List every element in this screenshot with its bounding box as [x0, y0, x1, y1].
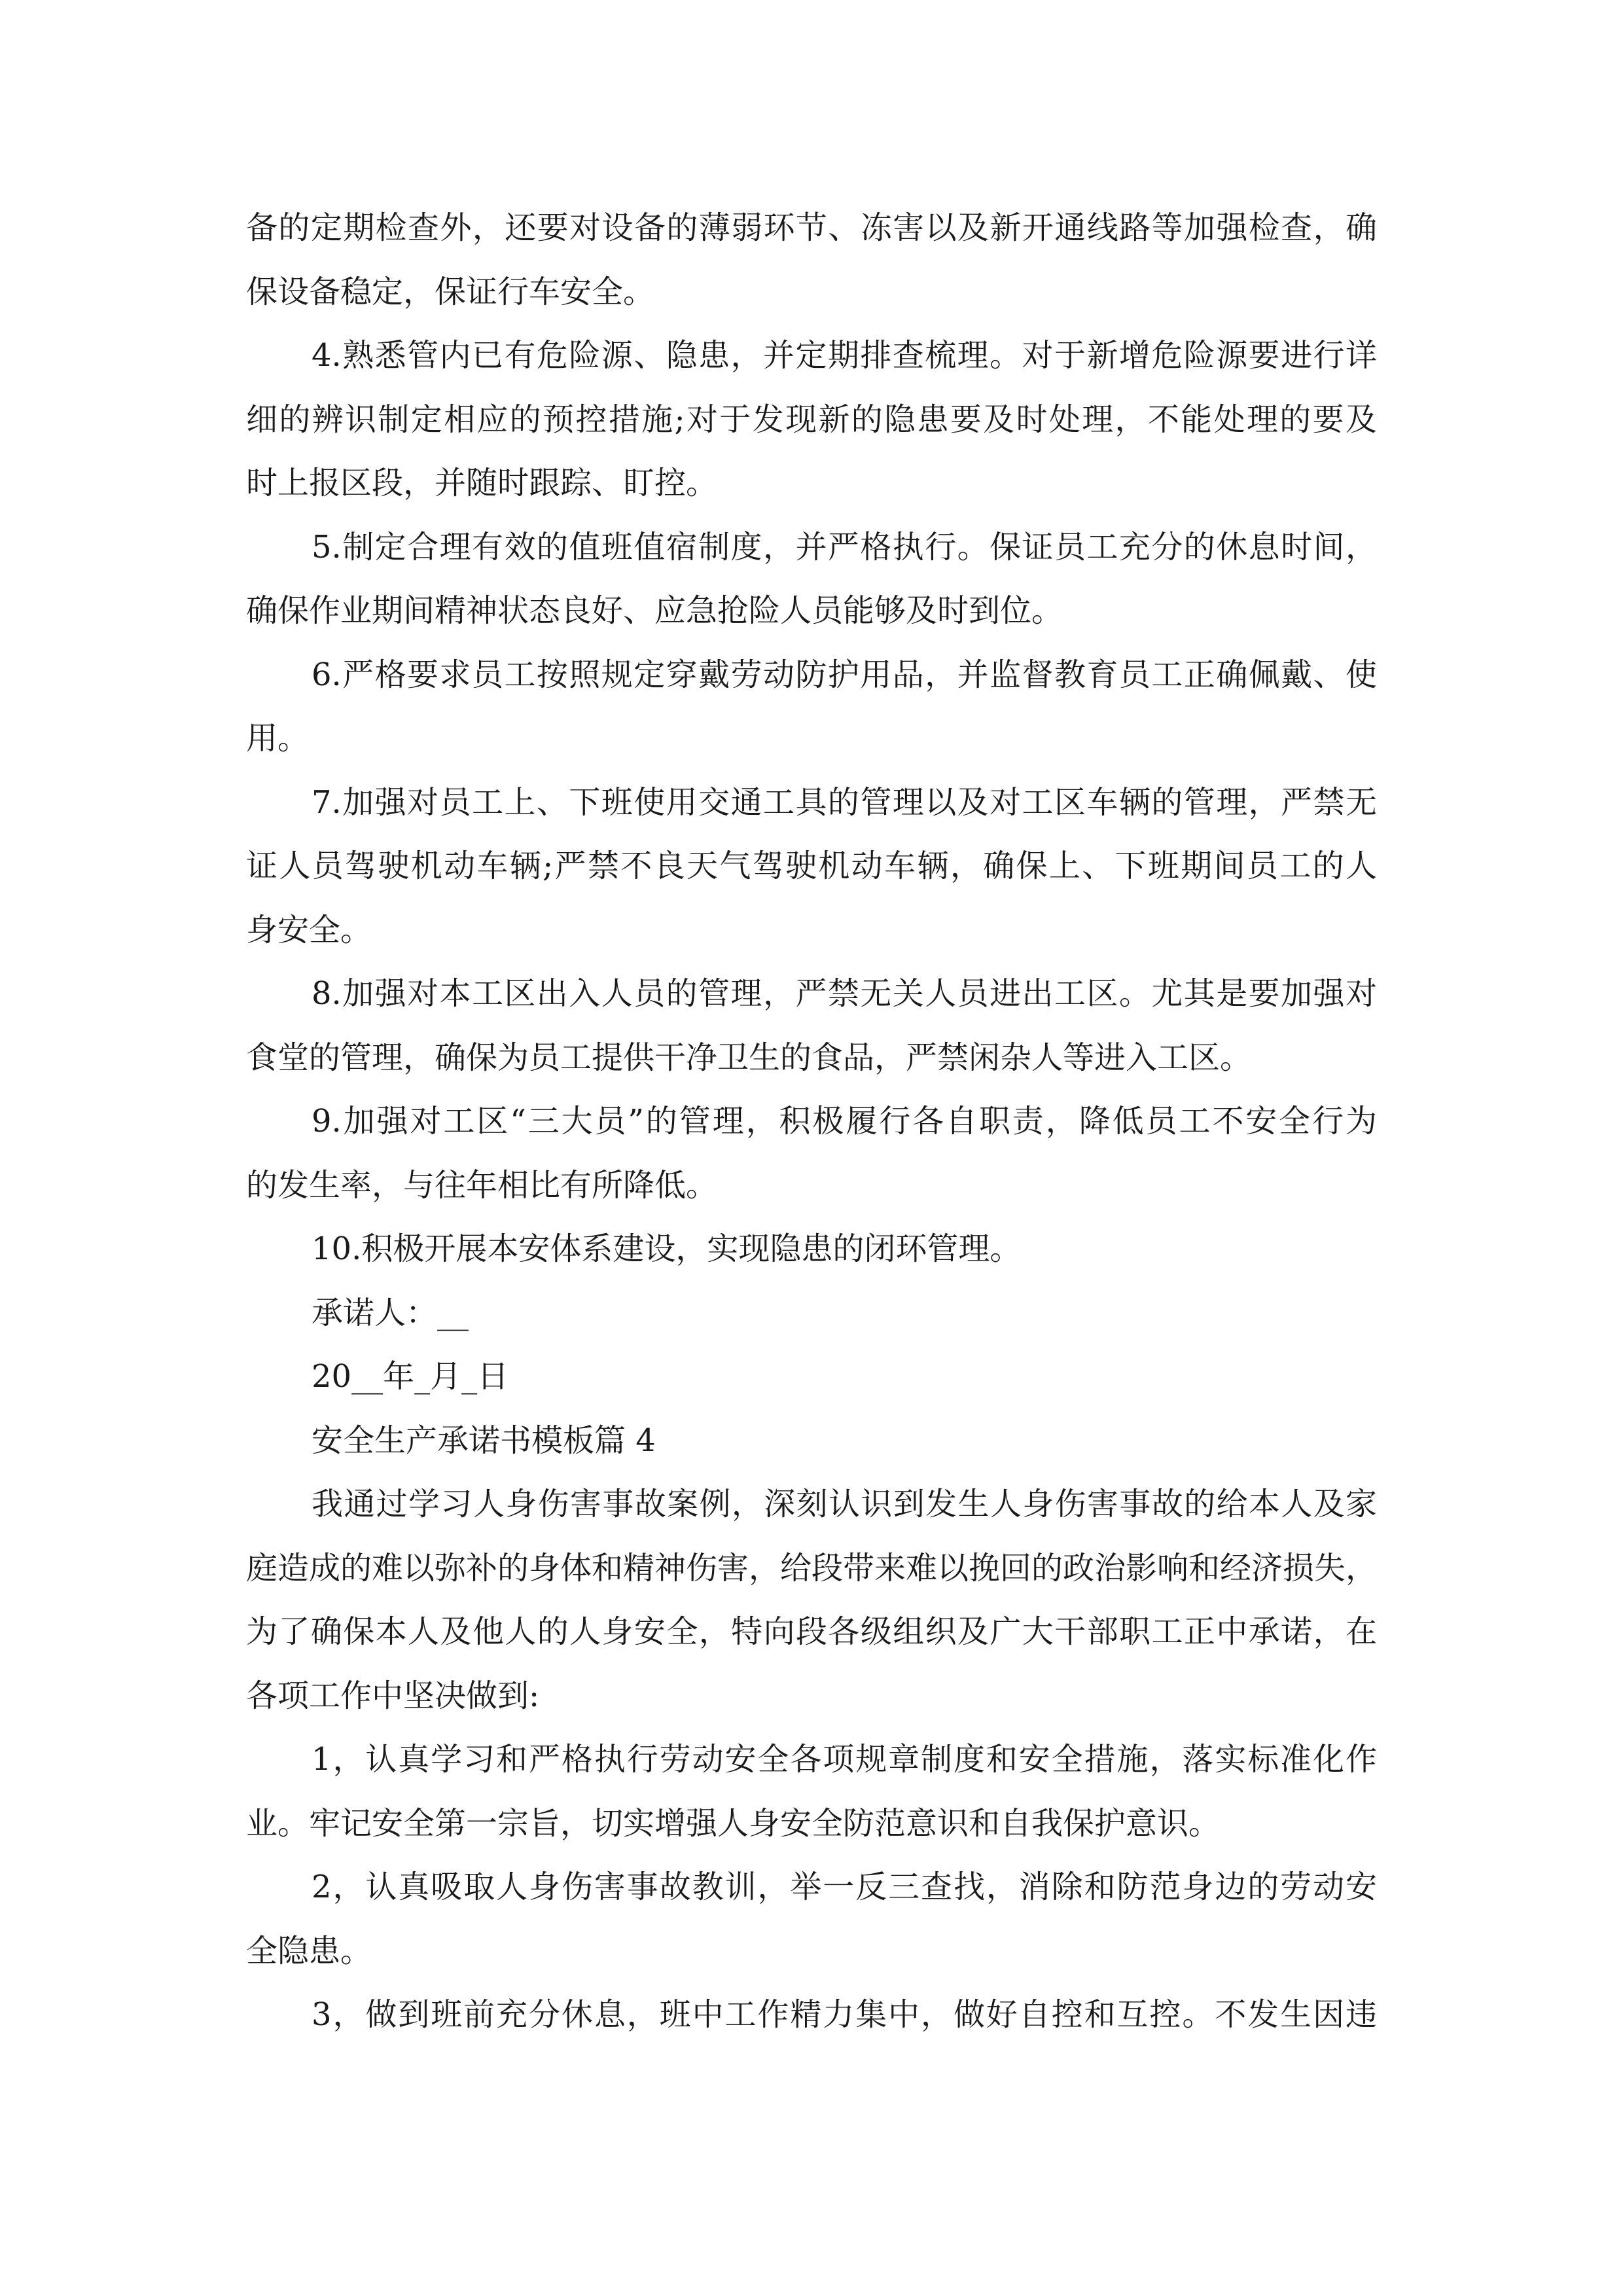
- text-line: 10.积极开展本安体系建设，实现隐患的闭环管理。: [312, 1230, 1022, 1267]
- text-line: 1，认真学习和严格执行劳动安全各项规章制度和安全措施，落实标准化作: [312, 1741, 1377, 1778]
- text-line: 身安全。: [246, 911, 372, 948]
- text-line: 我通过学习人身伤害事故案例，深刻认识到发生人身伤害事故的给本人及家: [312, 1486, 1377, 1522]
- text-line: 20__年_月_日: [312, 1358, 509, 1395]
- text-line: 8.加强对本工区出入人员的管理，严禁无关人员进出工区。尤其是要加强对: [312, 975, 1377, 1012]
- text-line: 时上报区段，并随时跟踪、盯控。: [246, 465, 718, 501]
- text-line: 4.熟悉管内已有危险源、隐患，并定期排查梳理。对于新增危险源要进行详: [312, 337, 1377, 374]
- text-line: 证人员驾驶机动车辆;严禁不良天气驾驶机动车辆，确保上、下班期间员工的人: [246, 848, 1377, 884]
- document-body: [246, 196, 1377, 2047]
- text-line: 2，认真吸取人身伤害事故教训，举一反三查找，消除和防范身边的劳动安: [312, 1869, 1377, 1905]
- text-line: 全隐患。: [246, 1932, 372, 1969]
- text-line: 为了确保本人及他人的人身安全，特向段各级组织及广大干部职工正中承诺，在: [246, 1613, 1377, 1650]
- text-line: 保设备稳定，保证行车安全。: [246, 273, 655, 310]
- text-line: 用。: [246, 720, 310, 757]
- text-line: 庭造成的难以弥补的身体和精神伤害，给段带来难以挽回的政治影响和经济损失，: [246, 1549, 1378, 1587]
- text-line: 承诺人：__: [312, 1294, 469, 1331]
- text-line: 9.加强对工区“三大员”的管理，积极履行各自职责，降低员工不安全行为: [312, 1103, 1377, 1139]
- text-line: 安全生产承诺书模板篇 4: [312, 1422, 656, 1459]
- text-line: 细的辨识制定相应的预控措施;对于发现新的隐患要及时处理，不能处理的要及: [246, 401, 1377, 438]
- text-line: 3，做到班前充分休息，班中工作精力集中，做好自控和互控。不发生因违: [312, 1996, 1377, 2033]
- text-line: 确保作业期间精神状态良好、应急抢险人员能够及时到位。: [246, 592, 1063, 629]
- text-line: 业。牢记安全第一宗旨，切实增强人身安全防范意识和自我保护意识。: [246, 1804, 1221, 1842]
- text-line: 的发生率，与往年相比有所降低。: [246, 1166, 718, 1204]
- text-line: 6.严格要求员工按照规定穿戴劳动防护用品，并监督教育员工正确佩戴、使: [312, 656, 1377, 693]
- text-line: 7.加强对员工上、下班使用交通工具的管理以及对工区车辆的管理，严禁无: [312, 783, 1377, 821]
- text-line: 各项工作中坚决做到:: [246, 1677, 540, 1714]
- text-line: 食堂的管理，确保为员工提供干净卫生的食品，严禁闲杂人等进入工区。: [246, 1039, 1252, 1076]
- text-line: 备的定期检查外，还要对设备的薄弱环节、冻害以及新开通线路等加强检查，确: [246, 209, 1377, 246]
- text-line: 5.制定合理有效的值班值宿制度，并严格执行。保证员工充分的休息时间，: [312, 528, 1377, 565]
